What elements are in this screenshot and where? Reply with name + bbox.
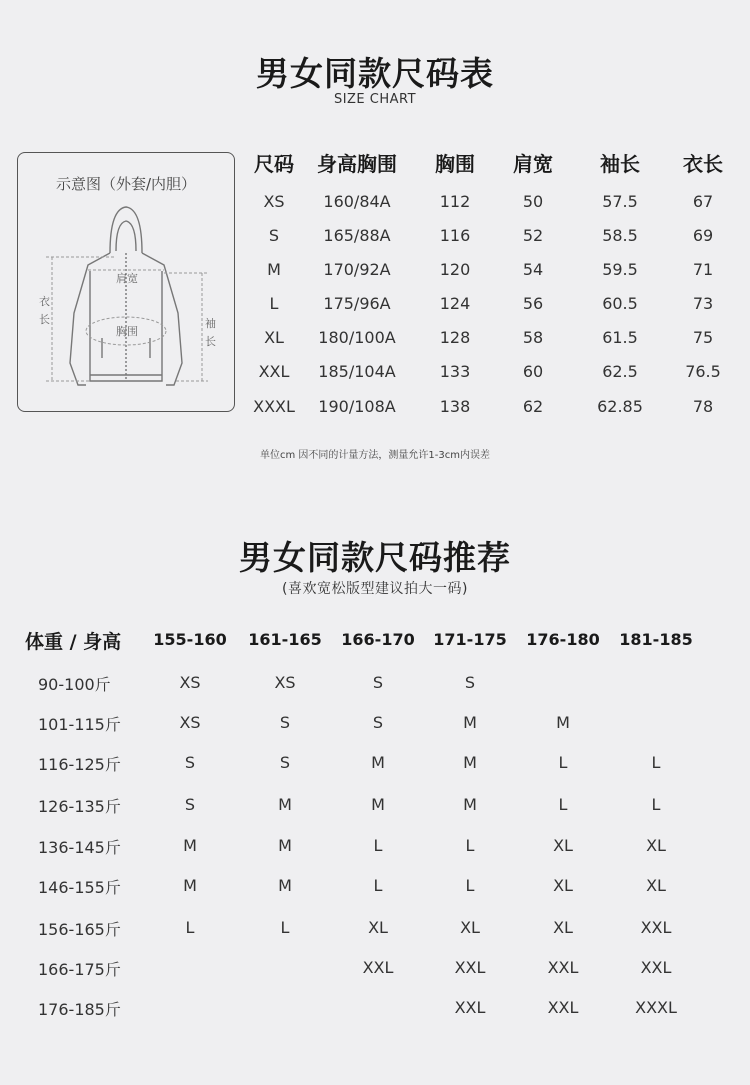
weight-label: 166-175斤 [38, 960, 121, 979]
recommended-size-cell: XL [460, 918, 480, 937]
size-header-shoulder: 肩宽 [513, 152, 553, 176]
size-cell: 185/104A [318, 362, 396, 381]
size-cell: 59.5 [602, 260, 638, 279]
height-header: 166-170 [341, 630, 415, 649]
recommended-size-cell: M [556, 713, 570, 732]
recommended-size-cell: M [183, 836, 197, 855]
size-header-height-chest: 身高胸围 [317, 152, 397, 176]
weight-label: 136-145斤 [38, 838, 121, 857]
size-cell: 71 [692, 260, 714, 279]
size-cell: 180/100A [318, 328, 396, 347]
size-cell: XXXL [253, 397, 295, 416]
sleeve-label-2: 长 [205, 335, 216, 348]
recommended-size-cell: XS [179, 713, 201, 732]
size-cell: L [269, 294, 279, 313]
weight-label: 126-135斤 [38, 797, 121, 816]
size-header-length: 衣长 [683, 152, 723, 176]
size-cell: 160/84A [323, 192, 391, 211]
recommended-size-cell: M [278, 795, 292, 814]
size-header-size: 尺码 [254, 152, 294, 176]
recommended-size-cell: L [465, 876, 475, 895]
recommended-size-cell: M [463, 713, 477, 732]
recommended-size-cell: M [463, 795, 477, 814]
recommended-size-cell: XXL [454, 998, 486, 1017]
weight-height-corner: 体重 / 身高 [25, 631, 122, 653]
size-cell: 52 [522, 226, 544, 245]
recommended-size-cell: XL [646, 876, 666, 895]
recommended-size-cell: L [651, 753, 661, 772]
size-cell: 75 [692, 328, 714, 347]
recommended-size-cell: L [558, 753, 568, 772]
size-cell: 73 [692, 294, 714, 313]
recommended-size-cell: L [465, 836, 475, 855]
recommended-size-cell: L [651, 795, 661, 814]
recommend-title: 男女同款尺码推荐 [239, 538, 511, 577]
recommended-size-cell: M [463, 753, 477, 772]
recommended-size-cell: L [373, 876, 383, 895]
weight-label: 176-185斤 [38, 1000, 121, 1019]
recommended-size-cell: L [280, 918, 290, 937]
weight-label: 101-115斤 [38, 715, 121, 734]
size-cell: 190/108A [318, 397, 396, 416]
recommended-size-cell: S [464, 673, 476, 692]
size-cell: 124 [439, 294, 471, 313]
size-cell: XL [264, 328, 284, 347]
size-cell: 54 [522, 260, 544, 279]
size-cell: 58 [522, 328, 544, 347]
recommended-size-cell: M [183, 876, 197, 895]
recommended-size-cell: XS [179, 673, 201, 692]
size-cell: 62.85 [597, 397, 643, 416]
recommended-size-cell: XXL [640, 958, 672, 977]
recommended-size-cell: XL [553, 876, 573, 895]
size-cell: 62.5 [602, 362, 638, 381]
size-chart-subtitle: SIZE CHART [333, 92, 417, 107]
jacket-diagram-box [17, 152, 235, 412]
size-cell: 175/96A [323, 294, 391, 313]
recommended-size-cell: M [278, 836, 292, 855]
shoulder-label: 肩宽 [116, 272, 138, 285]
recommended-size-cell: XL [553, 836, 573, 855]
recommended-size-cell: S [279, 713, 291, 732]
size-cell: 112 [439, 192, 471, 211]
length-label-2: 长 [39, 313, 50, 326]
recommended-size-cell: S [279, 753, 291, 772]
weight-label: 156-165斤 [38, 920, 121, 939]
weight-label: 116-125斤 [38, 755, 121, 774]
recommended-size-cell: XXL [547, 998, 579, 1017]
recommended-size-cell: S [184, 795, 196, 814]
size-cell: 120 [439, 260, 471, 279]
recommended-size-cell: XL [553, 918, 573, 937]
size-header-sleeve: 袖长 [600, 152, 640, 176]
recommended-size-cell: M [371, 753, 385, 772]
recommended-size-cell: S [372, 713, 384, 732]
size-cell: 116 [439, 226, 471, 245]
size-cell: XXL [258, 362, 290, 381]
recommended-size-cell: XS [274, 673, 296, 692]
size-cell: 78 [692, 397, 714, 416]
height-header: 171-175 [433, 630, 507, 649]
size-cell: 50 [522, 192, 544, 211]
height-header: 161-165 [248, 630, 322, 649]
recommended-size-cell: XXL [362, 958, 394, 977]
sleeve-label-1: 袖 [205, 317, 216, 330]
size-header-chest: 胸围 [435, 152, 475, 176]
size-cell: 170/92A [323, 260, 391, 279]
recommended-size-cell: M [371, 795, 385, 814]
recommended-size-cell: S [184, 753, 196, 772]
recommended-size-cell: XXL [454, 958, 486, 977]
height-header: 155-160 [153, 630, 227, 649]
recommended-size-cell: M [278, 876, 292, 895]
weight-label: 90-100斤 [38, 675, 111, 694]
chest-label: 胸围 [116, 325, 138, 338]
size-cell: 57.5 [602, 192, 638, 211]
size-cell: 138 [439, 397, 471, 416]
size-cell: 61.5 [602, 328, 638, 347]
height-header: 181-185 [619, 630, 693, 649]
recommend-subtitle: (喜欢宽松版型建议拍大一码) [282, 581, 468, 597]
size-cell: M [267, 260, 281, 279]
size-cell: 67 [692, 192, 714, 211]
size-cell: XS [263, 192, 285, 211]
length-label-1: 衣 [39, 295, 50, 308]
recommended-size-cell: L [373, 836, 383, 855]
size-cell: 56 [522, 294, 544, 313]
size-cell: 133 [439, 362, 471, 381]
size-cell: 62 [522, 397, 544, 416]
size-cell: 60.5 [602, 294, 638, 313]
recommended-size-cell: XXXL [635, 998, 677, 1017]
size-cell: S [268, 226, 280, 245]
recommended-size-cell: XXL [547, 958, 579, 977]
size-cell: 128 [439, 328, 471, 347]
size-cell: 69 [692, 226, 714, 245]
recommended-size-cell: XL [368, 918, 388, 937]
recommended-size-cell: L [558, 795, 568, 814]
size-cell: 76.5 [685, 362, 721, 381]
size-cell: 58.5 [602, 226, 638, 245]
diagram-label: 示意图（外套/内胆） [55, 175, 197, 193]
size-cell: 165/88A [323, 226, 391, 245]
size-cell: 60 [522, 362, 544, 381]
size-chart-title: 男女同款尺码表 [256, 54, 494, 93]
recommended-size-cell: L [185, 918, 195, 937]
recommended-size-cell: S [372, 673, 384, 692]
recommended-size-cell: XXL [640, 918, 672, 937]
height-header: 176-180 [526, 630, 600, 649]
weight-label: 146-155斤 [38, 878, 121, 897]
measurement-note: 单位cm 因不同的计量方法，测量允许1-3cm内误差 [260, 450, 490, 461]
recommended-size-cell: XL [646, 836, 666, 855]
